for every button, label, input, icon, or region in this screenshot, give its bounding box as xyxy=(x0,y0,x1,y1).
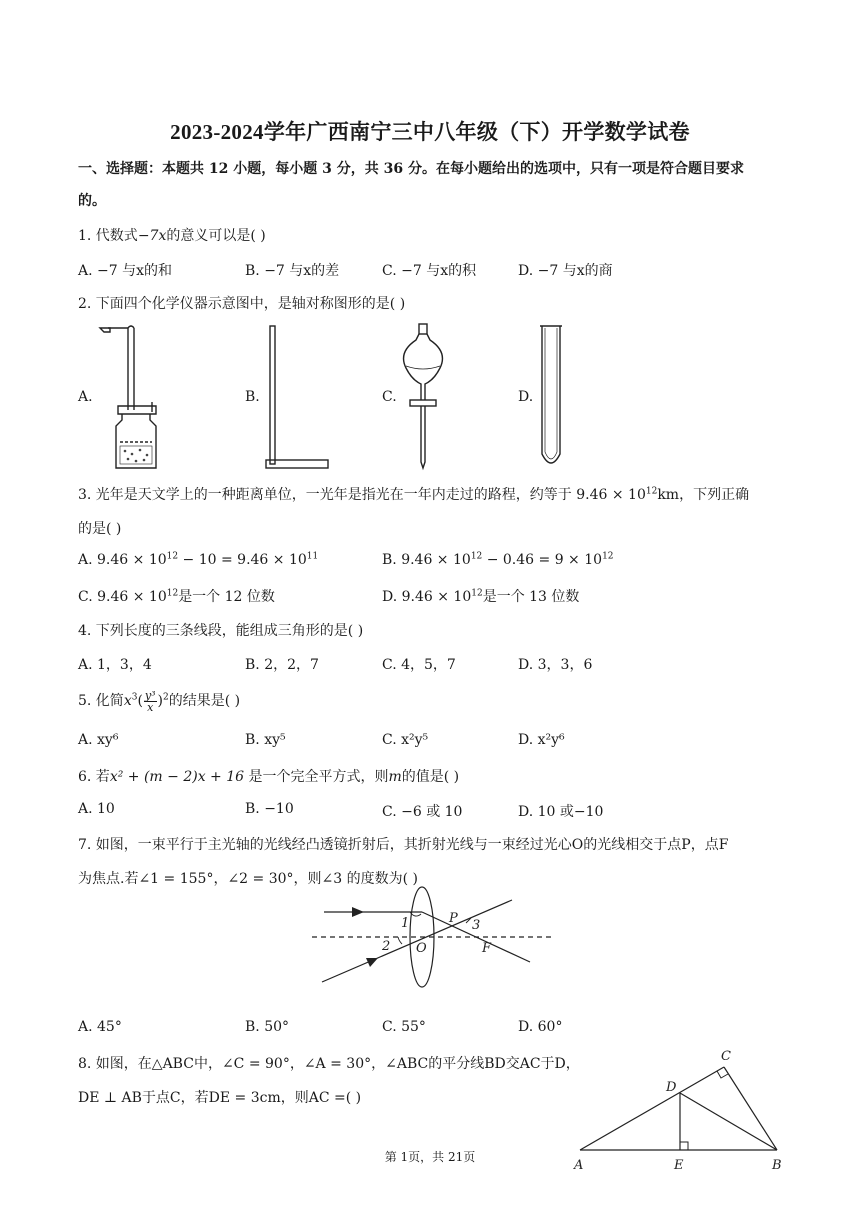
q7-option-d: D. 60° xyxy=(518,1019,563,1035)
q4-option-d: D. 3，3，6 xyxy=(518,657,593,673)
question-8-stem: 8. 如图，在△ABC中，∠C = 90°，∠A = 30°，∠ABC的平分线BD交AC于D， xyxy=(78,1056,580,1072)
q4-option-b: B. 2，2，7 xyxy=(245,657,319,673)
point-d-label: D xyxy=(666,1080,677,1095)
separatory-funnel-figure xyxy=(394,322,454,472)
q1-text-end: 的意义可以是( ) xyxy=(166,228,266,244)
q2-option-b: B. xyxy=(245,389,260,405)
test-tube-figure xyxy=(536,322,576,472)
q3a-exp1: 12 xyxy=(166,551,179,562)
question-3-stem-cont: 的是( ) xyxy=(78,521,122,537)
gas-bottle-figure xyxy=(98,322,168,472)
section-heading-cont: 的。 xyxy=(78,193,106,209)
q3b-text2: − 0.46 = 9 × 10 xyxy=(482,552,603,568)
q3-text: 3. 光年是天文学上的一种距离单位，一光年是指光在一年内走过的路程，约等于 9.46 × 10 xyxy=(78,487,646,503)
vertex-b-label: B xyxy=(772,1158,782,1173)
q5-frac-num: y³ xyxy=(144,688,156,702)
q3a-exp2: 11 xyxy=(306,551,319,562)
angle-1-label: 1 xyxy=(401,916,410,931)
page-footer: 第 1页，共 21页 xyxy=(384,1150,476,1164)
question-1-stem xyxy=(78,225,266,245)
q1-text: 1. 代数式 xyxy=(78,228,138,244)
q5-text-end: 的结果是( ) xyxy=(168,693,241,709)
question-7-stem-cont: 为焦点.若∠1 = 155°，∠2 = 30°，则∠3 的度数为( ) xyxy=(78,871,418,887)
q5-exp2: 2 xyxy=(163,692,169,703)
point-o-label: O xyxy=(416,941,427,956)
question-4-stem: 4. 下列长度的三条线段，能组成三角形的是( ) xyxy=(78,623,364,639)
q3-exponent: 12 xyxy=(645,486,658,497)
question-8-stem-cont: DE ⊥ AB于点C，若DE = 3cm，则AC =( ) xyxy=(78,1090,362,1106)
q5-exp3: 3 xyxy=(131,692,138,703)
q3d-text: D. 9.46 × 10 xyxy=(382,589,472,605)
q7-option-c: C. 55° xyxy=(382,1019,426,1035)
q6-option-d: D. 10 或−10 xyxy=(518,804,604,820)
q1-option-c: C. −7 与x的积 xyxy=(382,263,477,279)
iron-stand-figure xyxy=(262,322,332,472)
q3d-exp: 12 xyxy=(471,588,483,599)
lens-figure xyxy=(312,892,562,1002)
q3-option-a xyxy=(78,552,318,568)
q1-option-a: A. −7 与x的和 xyxy=(78,263,172,279)
section-heading: 一、选择题：本题共 12 小题，每小题 3 分，共 36 分。在每小题给出的选项中，只有一项是符合题目要求 xyxy=(78,161,744,177)
q7-option-a: A. 45° xyxy=(78,1019,122,1035)
vertex-c-label: C xyxy=(721,1049,731,1064)
q2-option-a: A. xyxy=(78,389,93,405)
q2-option-c: C. xyxy=(382,389,397,405)
q1-option-b: B. −7 与x的差 xyxy=(245,263,340,279)
question-3-stem xyxy=(78,484,749,504)
point-e-label: E xyxy=(674,1158,684,1173)
point-f-label: F xyxy=(482,941,492,956)
q3c-text: C. 9.46 × 10 xyxy=(78,589,167,605)
q3a-text2: − 10 = 9.46 × 10 xyxy=(178,552,307,568)
q5-base: x xyxy=(123,693,132,709)
q6-option-a: A. 10 xyxy=(78,801,115,817)
q6-text: 6. 若 xyxy=(78,769,110,785)
q2-option-d: D. xyxy=(518,389,534,405)
q5-option-a: A. xy⁶ xyxy=(78,732,119,748)
q3b-text: B. 9.46 × 10 xyxy=(382,552,471,568)
question-6-stem xyxy=(78,766,459,786)
q6-m: m xyxy=(388,769,402,785)
q3d-text2: 是一个 13 位数 xyxy=(482,589,580,605)
q6-text2: 是一个完全平方式，则 xyxy=(244,769,389,785)
q5-fraction xyxy=(144,690,157,713)
question-7-stem: 7. 如图，一束平行于主光轴的光线经凸透镜折射后，其折射光线与一束经过光心O的光线相交于点P，点F xyxy=(78,837,729,853)
q3-option-b xyxy=(382,552,614,568)
q3-option-c xyxy=(78,586,275,606)
q6-option-c: C. −6 或 10 xyxy=(382,804,463,820)
vertex-a-label: A xyxy=(574,1158,584,1173)
q7-option-b: B. 50° xyxy=(245,1019,290,1035)
q3c-exp: 12 xyxy=(166,588,179,599)
q5-frac-den: x xyxy=(147,700,154,714)
q1-math: −7x xyxy=(137,228,167,244)
point-p-label: P xyxy=(449,911,458,926)
q5-option-b: B. xy⁵ xyxy=(245,732,286,748)
q3-text-end: km，下列正确 xyxy=(657,487,750,503)
question-5-stem: 5. 化简$x^3$( $\frac{\text{y³}}{x}$ )$^2$的结果是( ) xyxy=(78,688,241,714)
q4-option-c: C. 4，5，7 xyxy=(382,657,456,673)
q6-math: x² + (m − 2)x + 16 xyxy=(109,769,245,785)
q1-option-d: D. −7 与x的商 xyxy=(518,263,613,279)
q3b-exp1: 12 xyxy=(470,551,483,562)
page-title: 2023-2024学年广西南宁三中八年级（下）开学数学试卷 xyxy=(170,120,690,144)
q3b-exp2: 12 xyxy=(602,551,614,562)
q5-text: 5. 化简 xyxy=(78,693,124,709)
q3-option-d xyxy=(382,586,579,606)
angle-2-label: 2 xyxy=(382,939,391,954)
q3c-text2: 是一个 12 位数 xyxy=(178,589,275,605)
q5-option-d: D. x²y⁶ xyxy=(518,732,565,748)
q3a-text: A. 9.46 × 10 xyxy=(78,552,167,568)
angle-3-label: 3 xyxy=(472,918,481,933)
q6-text-end: 的值是( ) xyxy=(401,769,460,785)
q6-option-b: B. −10 xyxy=(245,801,294,817)
q5-option-c: C. x²y⁵ xyxy=(382,732,429,748)
q4-option-a: A. 1，3，4 xyxy=(78,657,152,673)
question-2-stem: 2. 下面四个化学仪器示意图中，是轴对称图形的是( ) xyxy=(78,296,406,312)
